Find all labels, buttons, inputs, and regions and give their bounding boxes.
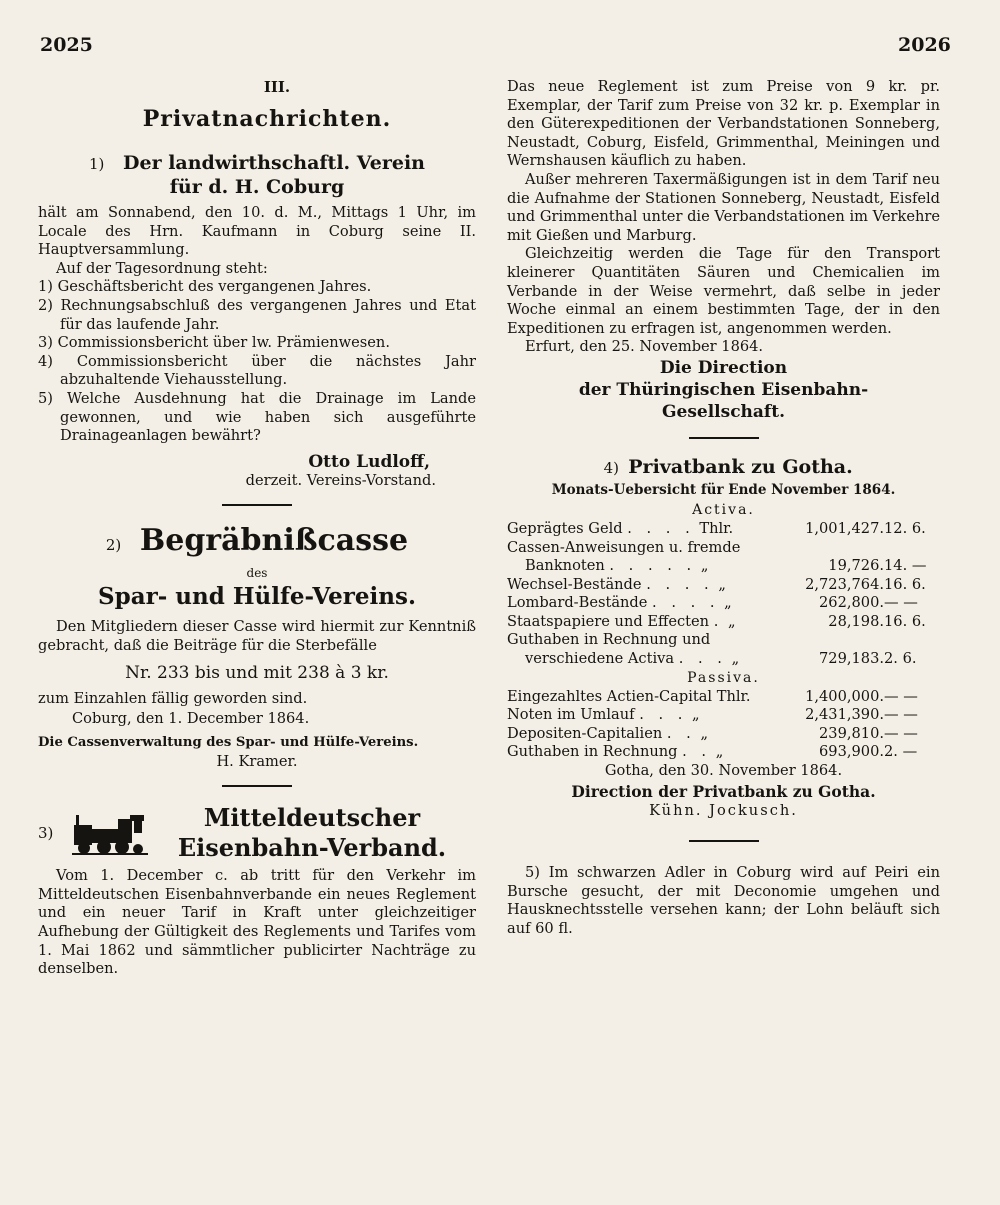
item-number: 4) [603,458,619,477]
table-row: Lombard-Bestände . . . . „ 262,800. — — [507,594,918,612]
agenda-intro: Auf der Tagesordnung steht: [56,259,268,277]
table-row: Banknoten . . . . . „ 19,726. 14. — [525,557,927,575]
signature-org: Die Cassenverwaltung des Spar- und Hülfe-Vereins. [38,734,419,750]
notice-paragraph: Gleichzeitig werden die Tage für den Transport kleinerer Quantitäten Säuren und Chemicalien im Verbande in der Weise vermehrt, daß selbe in jeder Woche einmal an einem bestimmten Tage, der in den Expeditionen zu erfragen ist, angenommen werden. [507,245,940,337]
agenda-item: 5) Welche Ausdehnung hat die Drainage im Lande gewonnen, und wie haben sich ausgeführte Drainageanlagen bewährt? [38,389,476,445]
table-row: Depositen-Capitalien . . „ 239,810. — — [507,724,918,742]
left-page-number: 2025 [40,34,93,56]
place-date: Coburg, den 1. December 1864. [72,710,310,728]
passiva-table [507,688,940,762]
notice-subtitle: Monats-Uebersicht für Ende November 1864. [551,481,896,498]
notice-des: des [246,566,268,581]
table-row: Wechsel-Bestände . . . . „ 2,723,764. 16. 6. [507,575,926,593]
table-row: Guthaben in Rechnung und [507,631,711,649]
notice-numbers: Nr. 233 bis und mit 238 à 3 kr. [125,662,389,683]
notice-title: Mitteldeutscher [203,803,421,833]
agenda-item: 3) Commissionsbericht über lw. Prämienwesen. [38,334,390,352]
table-row: Noten im Umlauf . . . „ 2,431,390. — — [507,706,918,724]
signature-name: Otto Ludloff, [308,451,430,472]
notice-heading-line2: für d. H. Coburg [169,176,345,198]
place-date: Gotha, den 30. November 1864. [604,762,843,780]
divider [689,437,759,439]
notice-agricultural-society [38,152,476,490]
notice-title: Begräbnißcasse [139,523,409,559]
right-page-number: 2026 [898,34,951,56]
notice-railway-union-continued [507,78,940,423]
notice-due: zum Einzahlen fällig geworden sind. [38,689,308,707]
section-title: Privatnachrichten. [142,106,392,132]
divider [222,504,292,506]
notice-subtitle: Spar- und Hülfe-Vereins. [98,583,416,611]
notice-paragraph: Das neue Reglement ist zum Preise von 9 kr. pr. Exemplar, der Tarif zum Preise von 32 kr. p. Exemplar in den Güterexpeditionen der Verbandstationen Sonneberg, Neustadt, Coburg, Eisfeld, Grimmenthal, Meiningen und Wernshausen käuflich zu haben. [507,78,940,170]
table-row: Cassen-Anweisungen u. fremde [507,538,741,556]
place-date: Erfurt, den 25. November 1864. [525,338,764,356]
table-row: verschiedene Activa . . . „ 729,183. 2. 6. [525,650,917,668]
table-row: Staatspapiere und Effecten . „ 28,198. 16. 6. [507,612,926,630]
notice-heading: Der landwirthschaftl. Verein [123,152,425,174]
notice-burial-fund [38,522,476,771]
notice-title: Privatbank zu Gotha. [628,455,853,478]
passiva-heading: Passiva. [687,669,760,686]
activa-heading: Activa. [692,501,755,518]
notice-body: Vom 1. December c. ab tritt für den Verkehr im Mitteldeutschen Eisenbahnverbande ein neues Reglement und ein neuer Tarif in Kraft unter gleichzeitiger Aufhebung der Gültigkeit des Reglements und Tarifes vom 1. Mai 1862 und sämmtlicher publicirter Nachträge zu denselben. [38,867,476,978]
notice-body: hält am Sonnabend, den 10. d. M., Mittags 1 Uhr, im Locale des Hrn. Kaufmann in Coburg seine II. Hauptversammlung. [38,204,476,259]
signature-line: Die Direction [659,357,788,378]
signature-role: derzeit. Vereins-Vorstand. [245,471,436,489]
item-number: 5) [525,864,540,882]
item-number: 1) [89,155,105,173]
notice-title-line2: Eisenbahn-Verband. [177,833,447,863]
table-row: Eingezahltes Actien-Capital Thlr. 1,400,000. — — [507,687,918,705]
notice-railway-union [38,803,476,979]
table-row: Guthaben in Rechnung . . „ 693,900. 2. — [507,743,918,761]
notice-private-bank [507,455,940,820]
locomotive-icon [72,811,148,855]
divider [689,840,759,842]
right-column [507,78,940,939]
table-row: Geprägtes Geld . . . . Thlr. 1,001,427. 12. 6. [507,519,926,537]
left-column [38,78,476,979]
item-number: 2) [105,536,122,555]
notice-paragraph: Außer mehreren Taxermäßigungen ist in dem Tarif neu die Aufnahme der Stationen Sonneberg, Neustadt, Eisfeld und Grimmenthal unter die Verbandstationen im Verkehre mit Gießen und Marburg. [507,170,940,244]
agenda-item: 4) Commissionsbericht über die nächstes Jahr abzuhaltende Viehausstellung. [38,352,476,389]
signature-line: der Thüringischen Eisenbahn- [578,379,869,400]
item-number: 3) [38,824,54,843]
signature-names: Kühn. Jockusch. [649,801,798,819]
agenda-item: 1) Geschäftsbericht des vergangenen Jahres. [38,278,372,296]
notice-body: Im schwarzen Adler in Coburg wird auf Peiri ein Bursche gesucht, der mit Deconomie umgehen und Hausknechtsstelle versehen kann; der Lohn beläuft sich auf 60 fl. [507,864,941,937]
divider [222,785,292,787]
agenda-item: 2) Rechnungsabschluß des vergangenen Jahres und Etat für das laufende Jahr. [38,296,476,333]
agenda-list [38,278,476,445]
notice-body: Den Mitgliedern dieser Casse wird hiermit zur Kenntniß gebracht, daß die Beiträge für die Sterbefälle [38,618,476,654]
notice-job-wanted [507,864,940,938]
activa-table [507,520,940,669]
signature-org: Direction der Privatbank zu Gotha. [571,781,876,801]
signature-line: Gesellschaft. [661,401,786,422]
signature-name: H. Kramer. [216,752,298,770]
section-numeral: III. [263,78,291,96]
